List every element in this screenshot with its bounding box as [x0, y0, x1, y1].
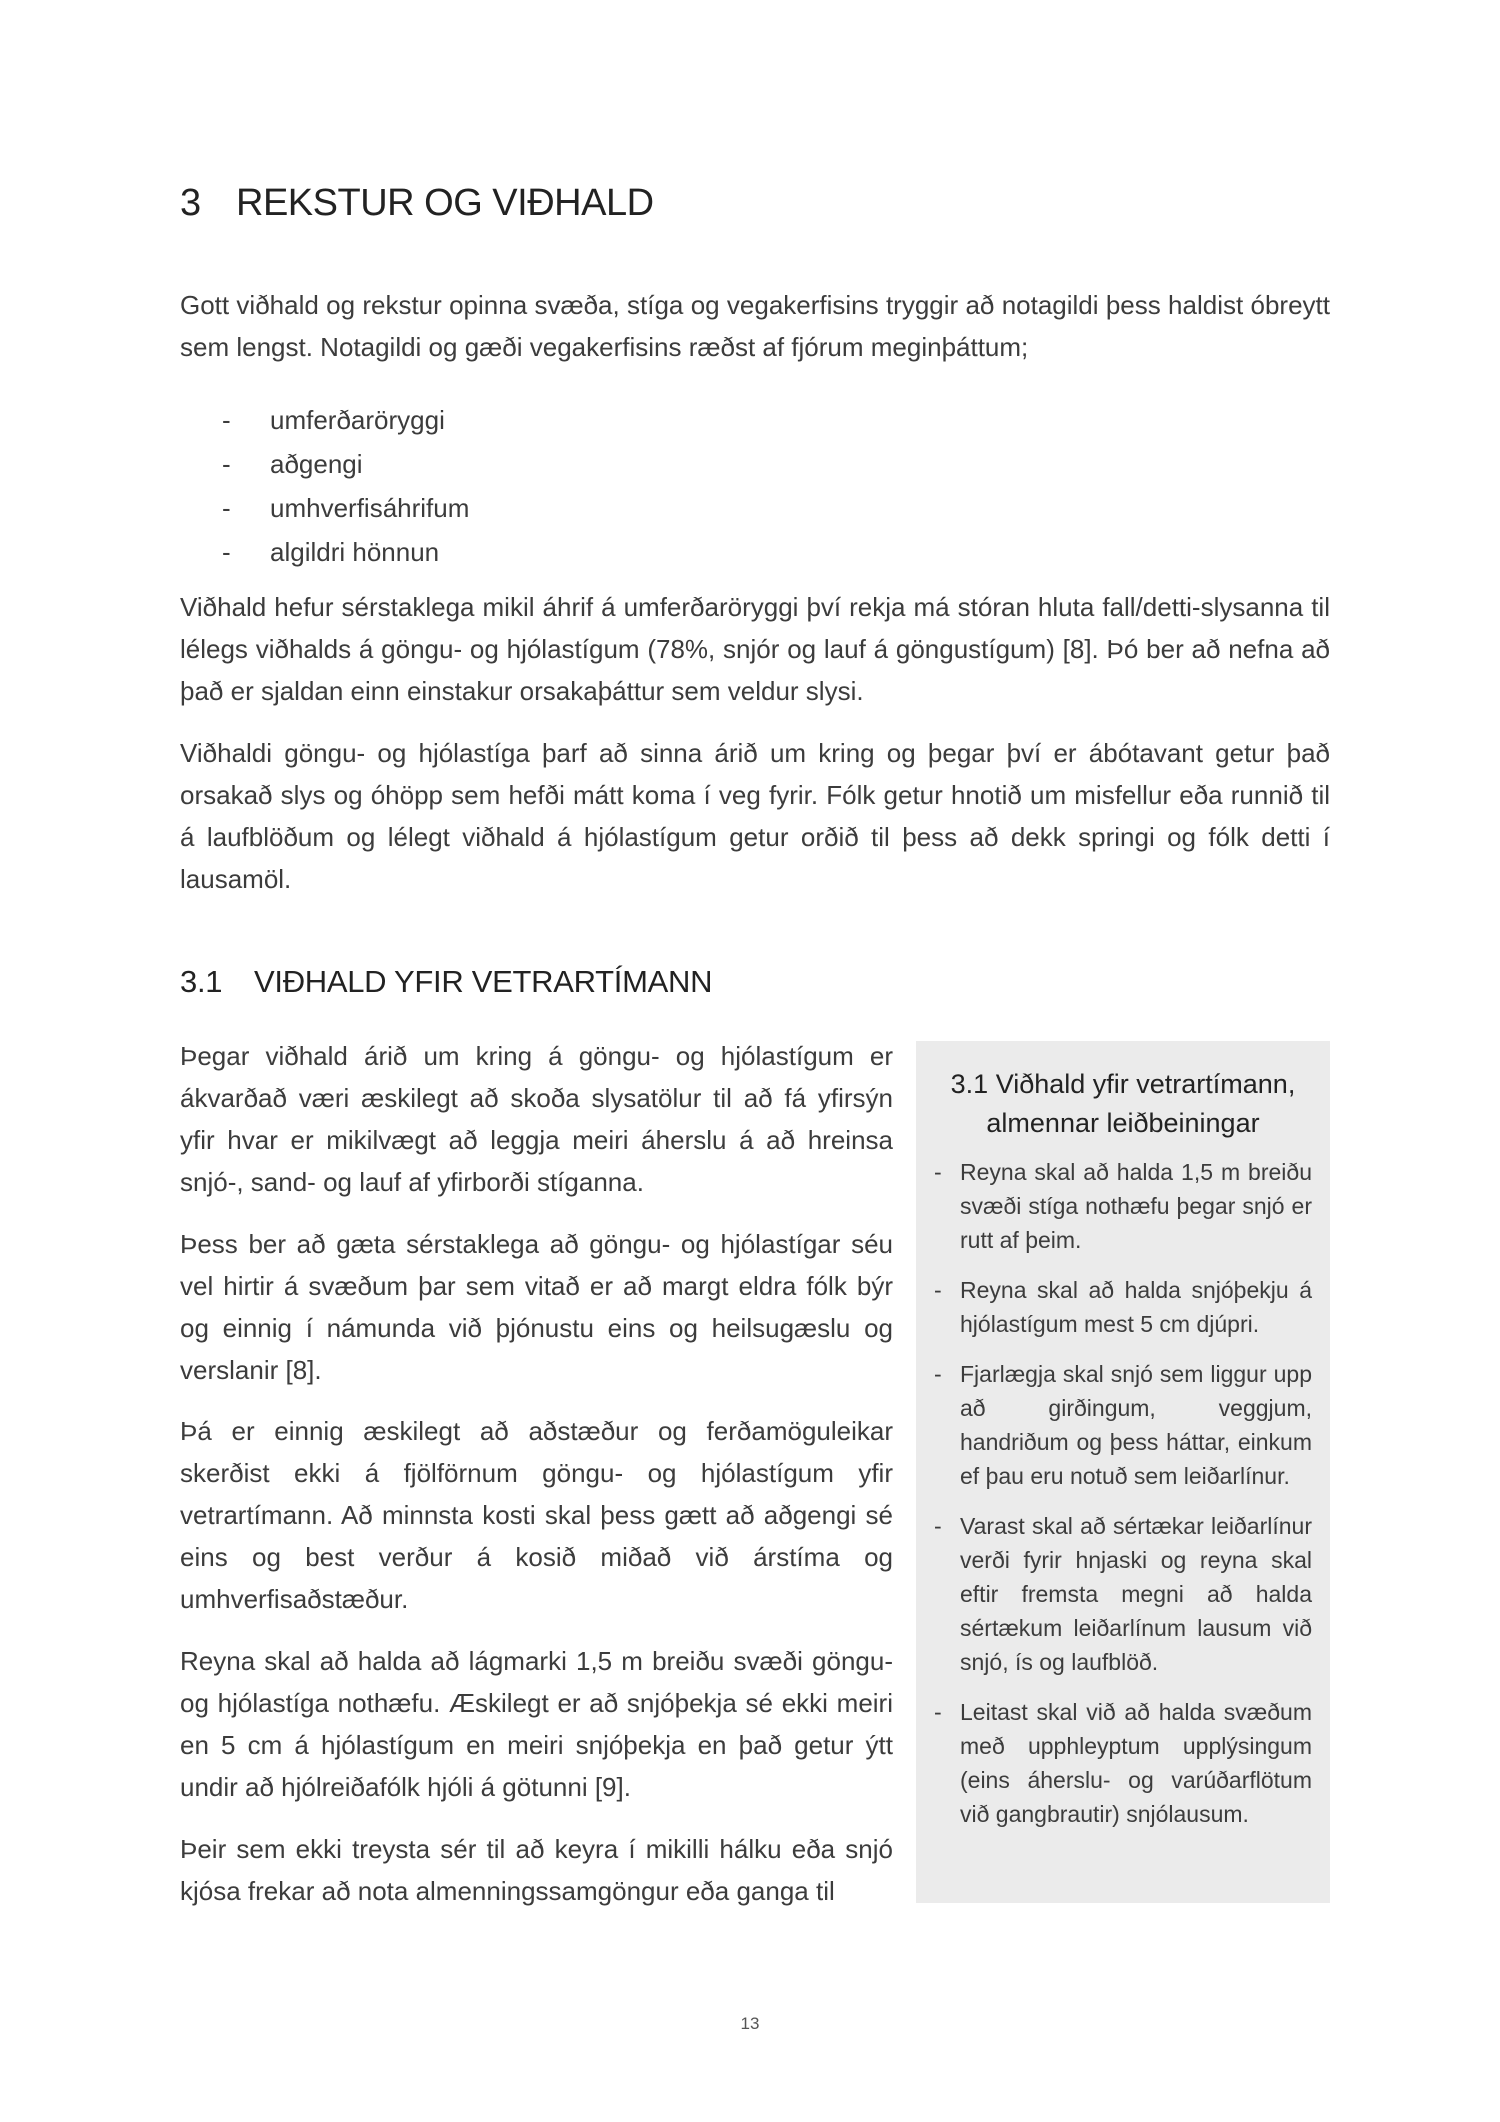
section-title: VIÐHALD YFIR VETRARTÍMANN — [254, 964, 713, 999]
sidebar-title: 3.1 Viðhald yfir vetrartímann, almennar leiðbeiningar — [950, 1069, 1296, 1138]
section-paragraph: Þá er einnig æskilegt að aðstæður og ferðamöguleikar skerðist ekki á fjölförnum göngu- og hjólastígum yfir vetrartímann. Að minnsta kosti skal þess gætt að aðgengi sé eins og best verður á kosið miðað við árstíma og umhverfisaðstæður. — [180, 1416, 893, 1614]
intro-paragraph: Gott viðhald og rekstur opinna svæða, stíga og vegakerfisins tryggir að notagildi þess haldist óbreytt sem lengst. Notagildi og gæði vegakerfisins ræðst af fjórum meginþáttum; — [180, 290, 1330, 362]
sidebar-item: - Reyna skal að halda snjóþekju á hjólastígum mest 5 cm djúpri. — [934, 1277, 1312, 1337]
section-paragraph: Þegar viðhald árið um kring á göngu- og hjólastígum er ákvarðað væri æskilegt að skoða slysatölur til að fá yfirsýn yfir hvar er mikilvægt að leggja meiri áherslu á að hreinsa snjó-, sand- og lauf af yfirborði stíganna. — [180, 1041, 893, 1197]
list-dash: - — [222, 493, 231, 523]
section-paragraph: Reyna skal að halda að lágmarki 1,5 m breiðu svæði göngu- og hjólastíga nothæfu. Æskilegt er að snjóþekja sé ekki meiri en 5 cm á hjólastígum en meiri snjóþekja en það getur ýtt undir að hjólreiðafólk hjóli á götunni [9]. — [180, 1646, 893, 1802]
sidebar-item: - Varast skal að sértækar leiðarlínur verði fyrir hnjaski og reyna skal eftir fremsta megni að halda sértækum leiðarlínum lausum við snjó, ís og laufblöð. — [934, 1513, 1312, 1675]
sidebar-item: - Reyna skal að halda 1,5 m breiðu svæði stíga nothæfu þegar snjó er rutt af þeim. — [934, 1159, 1312, 1253]
list-item: - algildri hönnun — [180, 530, 469, 574]
sidebar-list — [934, 1155, 1312, 1831]
list-item: - umferðaröryggi — [180, 398, 469, 442]
list-item: - aðgengi — [180, 442, 469, 486]
list-dash: - — [222, 537, 231, 567]
chapter-heading — [180, 182, 654, 225]
list-dash: - — [222, 405, 231, 435]
list-item: - umhverfisáhrifum — [180, 486, 469, 530]
chapter-title: REKSTUR OG VIÐHALD — [236, 182, 654, 224]
section-paragraph: Þess ber að gæta sérstaklega að göngu- og hjólastígar séu vel hirtir á svæðum þar sem vitað er að margt eldra fólk býr og einnig í námunda við þjónustu eins og heilsugæslu og verslanir [8]. — [180, 1229, 893, 1385]
body-paragraph: Viðhald hefur sérstaklega mikil áhrif á umferðaröryggi því rekja má stóran hluta fall/detti-slysanna til lélegs viðhalds á göngu- og hjólastígum (78%, snjór og lauf á göngustígum) [8]. Þó ber að nefna að það er sjaldan einn einstakur orsakaþáttur sem veldur slysi. — [180, 592, 1330, 706]
page-number: 13 — [740, 2014, 760, 2033]
list-dash: - — [222, 449, 231, 479]
section-number: 3.1 — [180, 964, 223, 999]
sidebar-item: - Leitast skal við að halda svæðum með upphleyptum upplýsingum (eins áherslu- og varúðarflötum við gangbrautir) snjólausum. — [934, 1699, 1312, 1827]
section-paragraph: Þeir sem ekki treysta sér til að keyra í mikilli hálku eða snjó kjósa frekar að nota almenningssamgöngur eða ganga til — [180, 1834, 893, 1906]
sidebar-item: - Fjarlægja skal snjó sem liggur upp að girðingum, veggjum, handriðum og þess háttar, einkum ef þau eru notuð sem leiðarlínur. — [934, 1361, 1312, 1489]
section-heading — [180, 964, 712, 1000]
body-paragraph: Viðhaldi göngu- og hjólastíga þarf að sinna árið um kring og þegar því er ábótavant getur það orsakað slys og óhöpp sem hefði mátt koma í veg fyrir. Fólk getur hnotið um misfellur eða runnið til á laufblöðum og lélegt viðhald á hjólastígum getur orðið til þess að dekk springi og fólk detti í lausamöl. — [180, 738, 1330, 894]
chapter-number: 3 — [180, 182, 201, 224]
factor-list — [180, 398, 469, 574]
guidelines-sidebar — [916, 1041, 1330, 1903]
